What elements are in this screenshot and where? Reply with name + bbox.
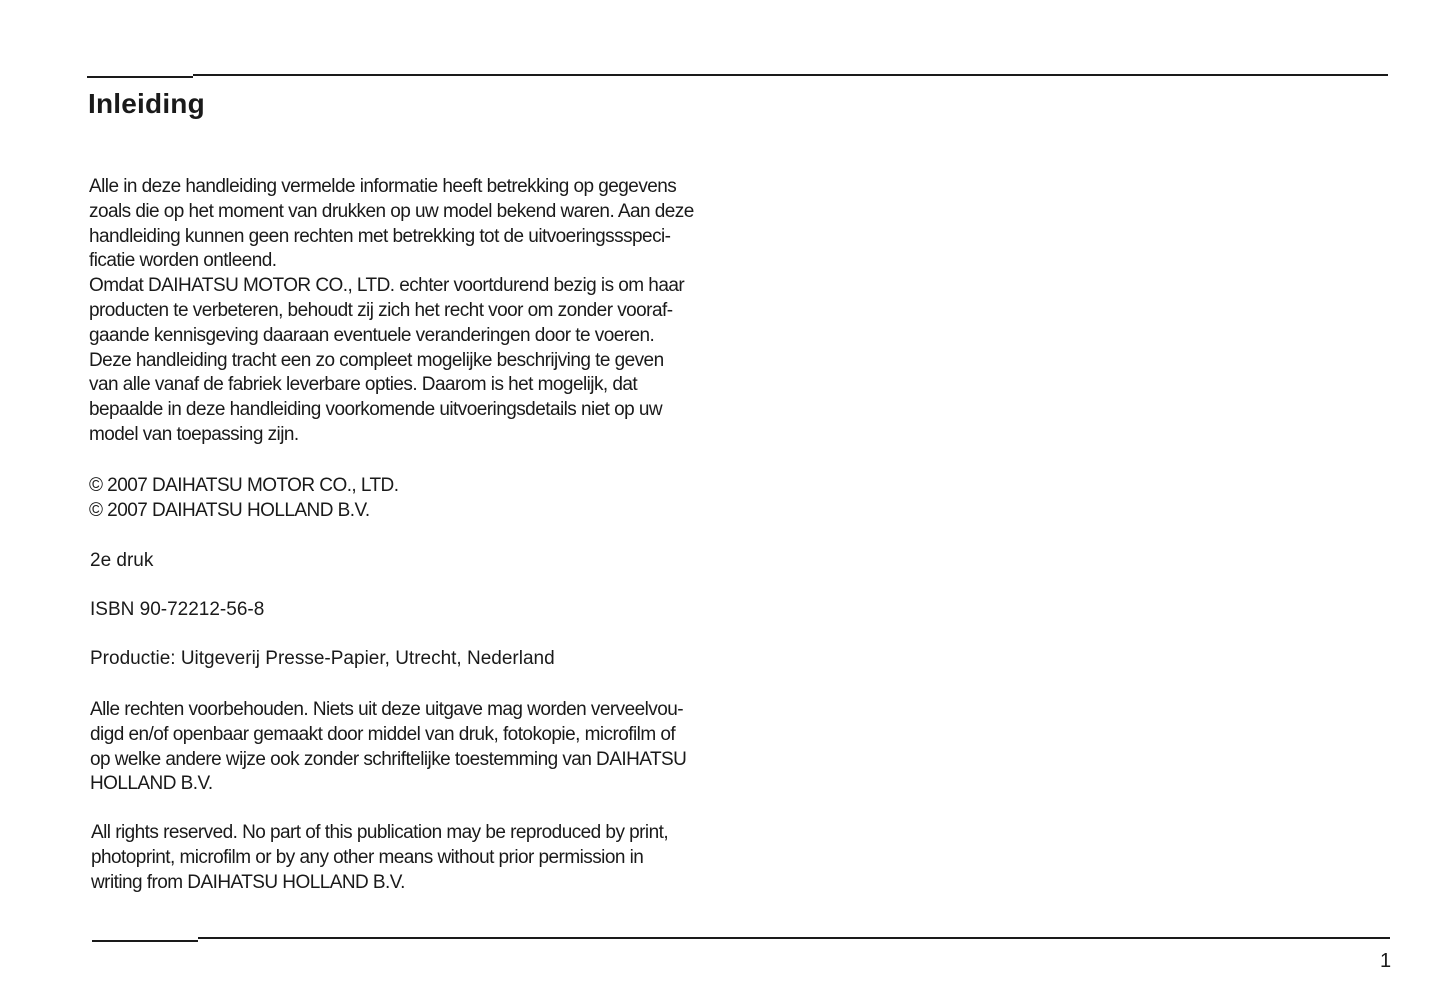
text-line: zoals die op het moment van drukken op uw model bekend waren. Aan deze: [89, 200, 694, 222]
text-line: Omdat DAIHATSU MOTOR CO., LTD. echter voortdurend bezig is om haar: [89, 275, 685, 297]
bottom-rule-segment: [92, 940, 198, 942]
text-line: Alle in deze handleiding vermelde informatie heeft betrekking op gegevens: [89, 176, 677, 197]
text-line: writing from DAIHATSU HOLLAND B.V.: [91, 871, 405, 893]
top-rule: [193, 74, 1388, 76]
text-line: Deze handleiding tracht een zo compleet mogelijke beschrijving te geven: [89, 349, 664, 371]
text-line: Alle rechten voorbehouden. Niets uit deze uitgave mag worden verveelvou-: [90, 699, 684, 720]
text-line: handleiding kunnen geen rechten met betrekking tot de uitvoeringssspeci-: [89, 225, 671, 247]
bottom-rule: [198, 937, 1390, 939]
production-text: Productie: Uitgeverij Presse-Papier, Utrecht, Nederland: [90, 648, 555, 669]
isbn-text: ISBN 90-72212-56-8: [90, 599, 265, 620]
text-line: van alle vanaf de fabriek leverbare opties. Daarom is het mogelijk, dat: [89, 374, 638, 396]
text-line: bepaalde in deze handleiding voorkomende uitvoeringsdetails niet op uw: [89, 399, 663, 421]
text-line: op welke andere wijze ook zonder schriftelijke toestemming van DAIHATSU: [90, 748, 687, 770]
copyright-line: © 2007 DAIHATSU MOTOR CO., LTD.: [89, 475, 399, 496]
text-line: gaande kennisgeving daaraan eventuele veranderingen door te voeren.: [89, 324, 655, 346]
rights-paragraph-dutch: [90, 698, 740, 797]
edition-text: 2e druk: [90, 550, 154, 571]
copyright-block: [89, 474, 739, 524]
text-line: model van toepassing zijn.: [89, 423, 299, 445]
page-title: Inleiding: [88, 88, 205, 119]
rights-paragraph-english: [91, 821, 741, 895]
text-line: producten te verbeteren, behoudt zij zich het recht voor om zonder vooraf-: [89, 299, 673, 321]
text-line: All rights reserved. No part of this publication may be reproduced by print,: [91, 822, 669, 843]
text-line: ficatie worden ontleend.: [89, 250, 277, 272]
intro-paragraph: [89, 175, 739, 448]
page-number: 1: [1380, 950, 1392, 972]
text-line: HOLLAND B.V.: [90, 773, 213, 795]
text-line: photoprint, microfilm or by any other means without prior permission in: [91, 846, 644, 868]
copyright-line: © 2007 DAIHATSU HOLLAND B.V.: [89, 499, 370, 521]
text-line: digd en/of openbaar gemaakt door middel van druk, fotokopie, microfilm of: [90, 723, 676, 745]
top-rule-segment: [87, 76, 193, 78]
